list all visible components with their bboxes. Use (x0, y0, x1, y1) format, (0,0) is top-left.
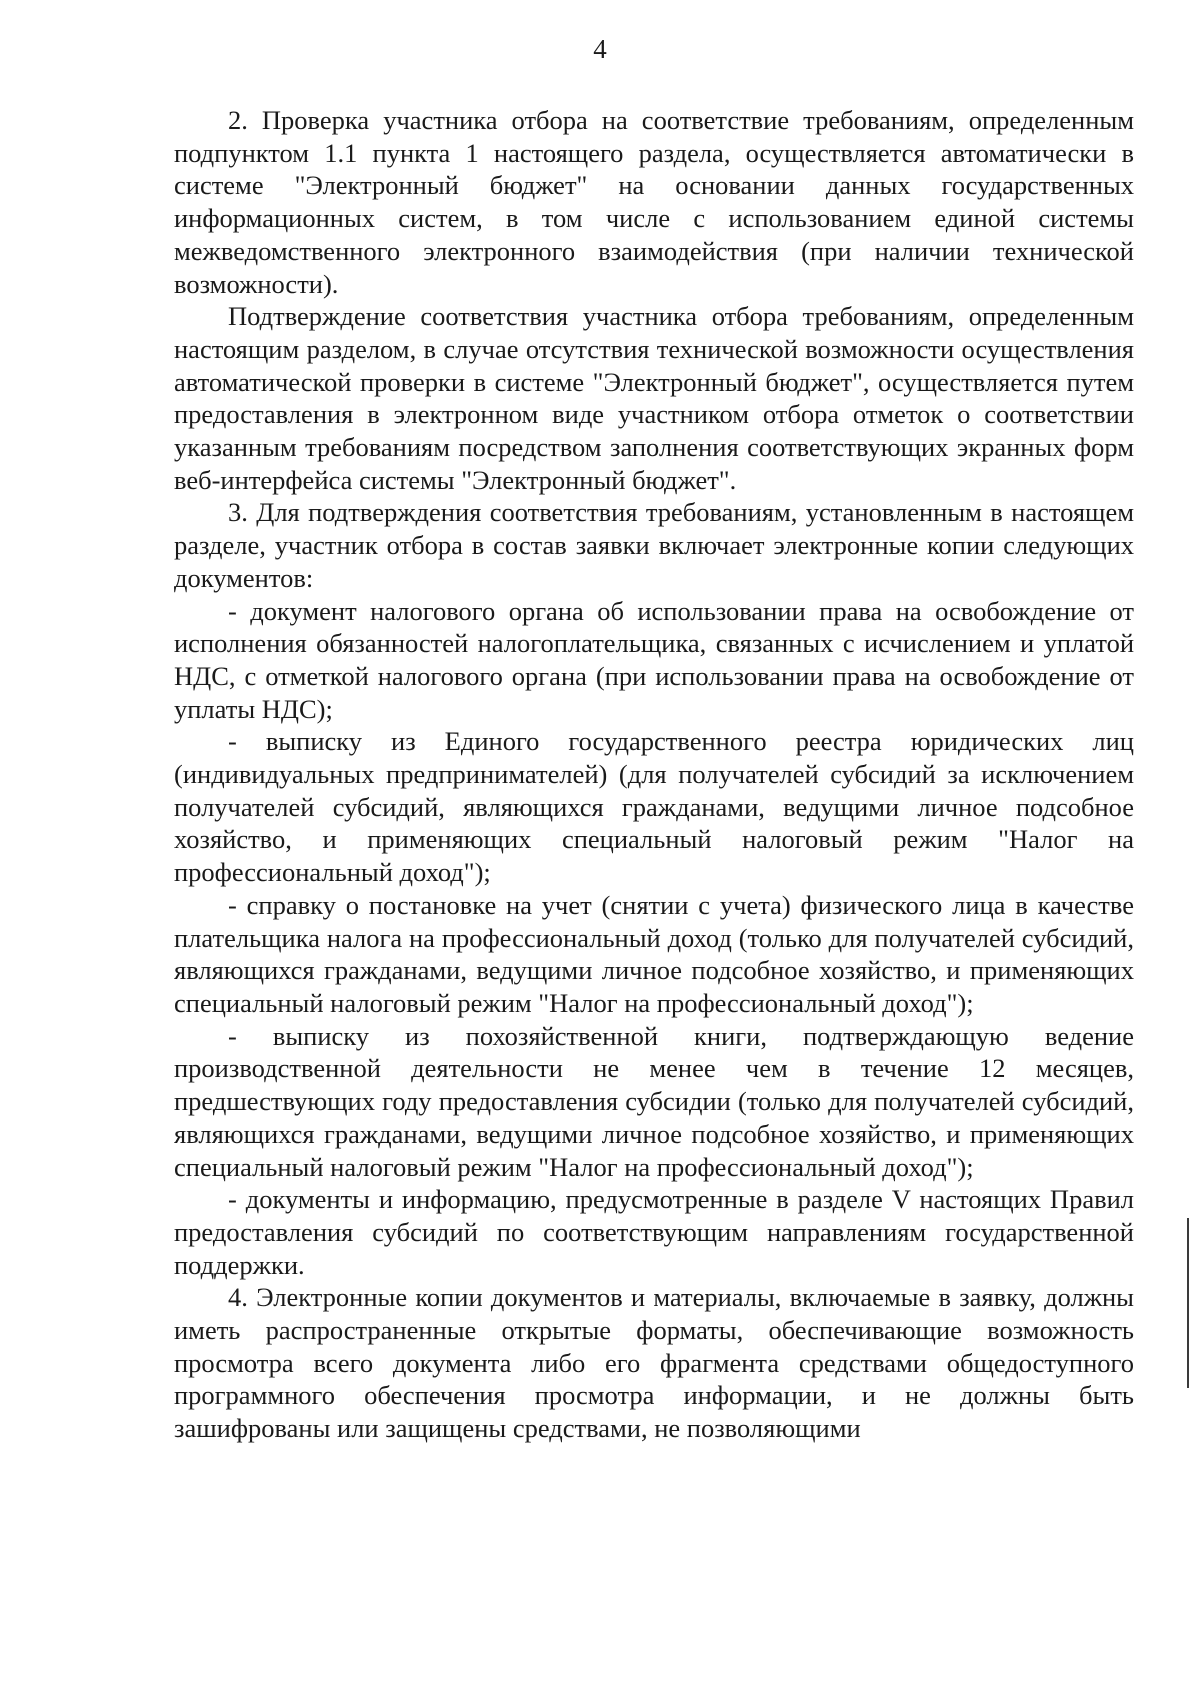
document-body (174, 104, 1134, 1445)
paragraph-confirmation: Подтверждение соответствия участника отбора требованиям, определенным настоящим разделом, в случае отсутствия технической возможности осуществления автоматической проверки в системе "Электронный бюджет", осуществляется путем предоставления в электронном виде участником отбора отметок о соответствии указанным требованиям посредством заполнения соответствующих экранных форм веб-интерфейса системы "Электронный бюджет". (174, 301, 1134, 495)
page-number: 4 (593, 34, 607, 64)
list-item-tax-document: - документ налогового органа об использовании права на освобождение от исполнения обязанностей налогоплательщика, связанных с исчислением и уплатой НДС, с отметкой налогового органа (при использовании права на освобождение от уплаты НДС); (174, 595, 1134, 724)
list-item-egrul-extract: - выписку из Единого государственного реестра юридических лиц (индивидуальных предпринимателей) (для получателей субсидий за исключением получателей субсидий, являющихся гражданами, ведущими личное подсобное хозяйство, и применяющих специальный налоговый режим "Налог на профессиональный доход"); (174, 726, 1134, 888)
paragraph-3-documents: 3. Для подтверждения соответствия требованиям, установленным в настоящем разделе, участник отбора в состав заявки включает электронные копии следующих документов: (174, 497, 1134, 593)
paragraph-4-electronic-copies: 4. Электронные копии документов и материалы, включаемые в заявку, должны иметь распространенные открытые форматы, обеспечивающие возможность просмотра всего документа либо его фрагмента средствами общедоступного программного обеспечения просмотра информации, и не должны быть зашифрованы или защищены средствами, не позволяющими (174, 1282, 1134, 1444)
list-item-household-book: - выписку из похозяйственной книги, подтверждающую ведение производственной деятельности не менее чем в течение 12 месяцев, предшествующих году предоставления субсидии (только для получателей субсидий, являющихся гражданами, ведущими личное подсобное хозяйство, и применяющих специальный налоговый режим "Налог на профессиональный доход"); (174, 1020, 1134, 1182)
list-item-section-v-documents: - документы и информацию, предусмотренные в разделе V настоящих Правил предоставления субсидий по соответствующим направлениям государственной поддержки. (174, 1184, 1134, 1280)
scan-edge-mark (1187, 1218, 1189, 1388)
list-item-tax-registration: - справку о постановке на учет (снятии с учета) физического лица в качестве плательщика налога на профессиональный доход (только для получателей субсидий, являющихся гражданами, ведущими личное подсобное хозяйство, и применяющих специальный налоговый режим "Налог на профессиональный доход"); (174, 889, 1134, 1018)
paragraph-2-auto-check: 2. Проверка участника отбора на соответствие требованиям, определенным подпунктом 1.1 пункта 1 настоящего раздела, осуществляется автоматически в системе "Электронный бюджет" на основании данных государственных информационных систем, в том числе с использованием единой системы межведомственного электронного взаимодействия (при наличии технической возможности). (174, 105, 1134, 299)
